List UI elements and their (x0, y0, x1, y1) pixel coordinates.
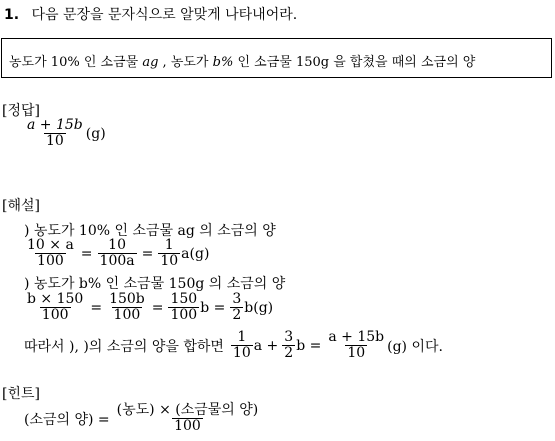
box-text-part: 농도가 10% 인 소금물 (9, 55, 143, 70)
conclusion-prefix: 따라서 ), )의 소금의 양을 합하면 (24, 338, 224, 355)
conclusion-fraction-1: $\frac{1}{10}$ (232, 329, 251, 361)
hint-formula (24, 403, 261, 434)
explanation-equation-1: $\frac{10 \times a}{100}$ = $\frac{10}{100a}$ = $\frac{1}{10}$ a(g) (27, 237, 210, 269)
hint-label: [힌트] (2, 386, 40, 402)
answer-unit: (g) (85, 125, 106, 142)
answer-denominator: 10 (45, 133, 64, 149)
hint-fraction (115, 403, 261, 434)
conclusion-fraction-2: $\frac{3}{2}$ (284, 329, 294, 361)
eq1-fraction-1: $\frac{10 \times a}{100}$ (27, 237, 74, 269)
explanation-line-1: ) 농도가 10% 인 소금물 ag 의 소금의 양 (24, 223, 276, 239)
eq2-tail: b(g) (244, 299, 274, 316)
hint-numerator: (농도) × (소금물의 양) (116, 402, 259, 418)
eq2-fraction-1: $\frac{b \times 150}{100}$ (27, 291, 84, 323)
conclusion-a: a + (253, 337, 279, 354)
eq2-fraction-2: $\frac{150b}{100}$ (109, 291, 145, 323)
question-box-text (9, 51, 475, 70)
explanation-line-2: ) 농도가 b% 인 소금물 150g 의 소금의 양 (24, 276, 286, 292)
explanation-label: [해설] (2, 198, 40, 214)
eq1-fraction-3: $\frac{1}{10}$ (160, 237, 179, 269)
eq1-tail: a(g) (181, 245, 210, 262)
answer-numerator: a + 15b (27, 117, 83, 133)
box-text-var-a: ag (142, 55, 159, 70)
eq2-fraction-4: $\frac{3}{2}$ (232, 291, 242, 323)
question-header (4, 4, 297, 24)
hint-denominator: 100 (174, 418, 201, 434)
eq2-fraction-3: $\frac{150}{100}$ (170, 291, 198, 323)
answer-fraction (25, 118, 85, 149)
eq1-fraction-2: $\frac{10}{100a}$ (99, 237, 135, 269)
conclusion-suffix: (g) 이다. (387, 338, 443, 355)
conclusion-fraction-3: $\frac{a + 15b}{10}$ (328, 329, 385, 361)
question-number: 1. (4, 7, 20, 23)
explanation-conclusion (24, 330, 443, 361)
box-text-part: , 농도가 (158, 55, 213, 70)
answer-expression (24, 118, 106, 149)
box-text-var-b: b% (212, 55, 234, 70)
eq2-mid: b = (200, 299, 226, 316)
conclusion-b-eq: b = (296, 337, 322, 354)
answer-label: [정답] (2, 103, 40, 119)
box-text-part: 인 소금물 150g 을 합쳤을 때의 소금의 양 (233, 55, 476, 70)
hint-lhs: (소금의 양) = (24, 411, 110, 428)
explanation-equation-2: $\frac{b \times 150}{100}$ = $\frac{150b}{100}$ = $\frac{150}{100}$ b = $\frac{3}{2}$ b(g) (27, 291, 274, 323)
question-instruction: 다음 문장을 문자식으로 알맞게 나타내어라. (31, 7, 298, 23)
